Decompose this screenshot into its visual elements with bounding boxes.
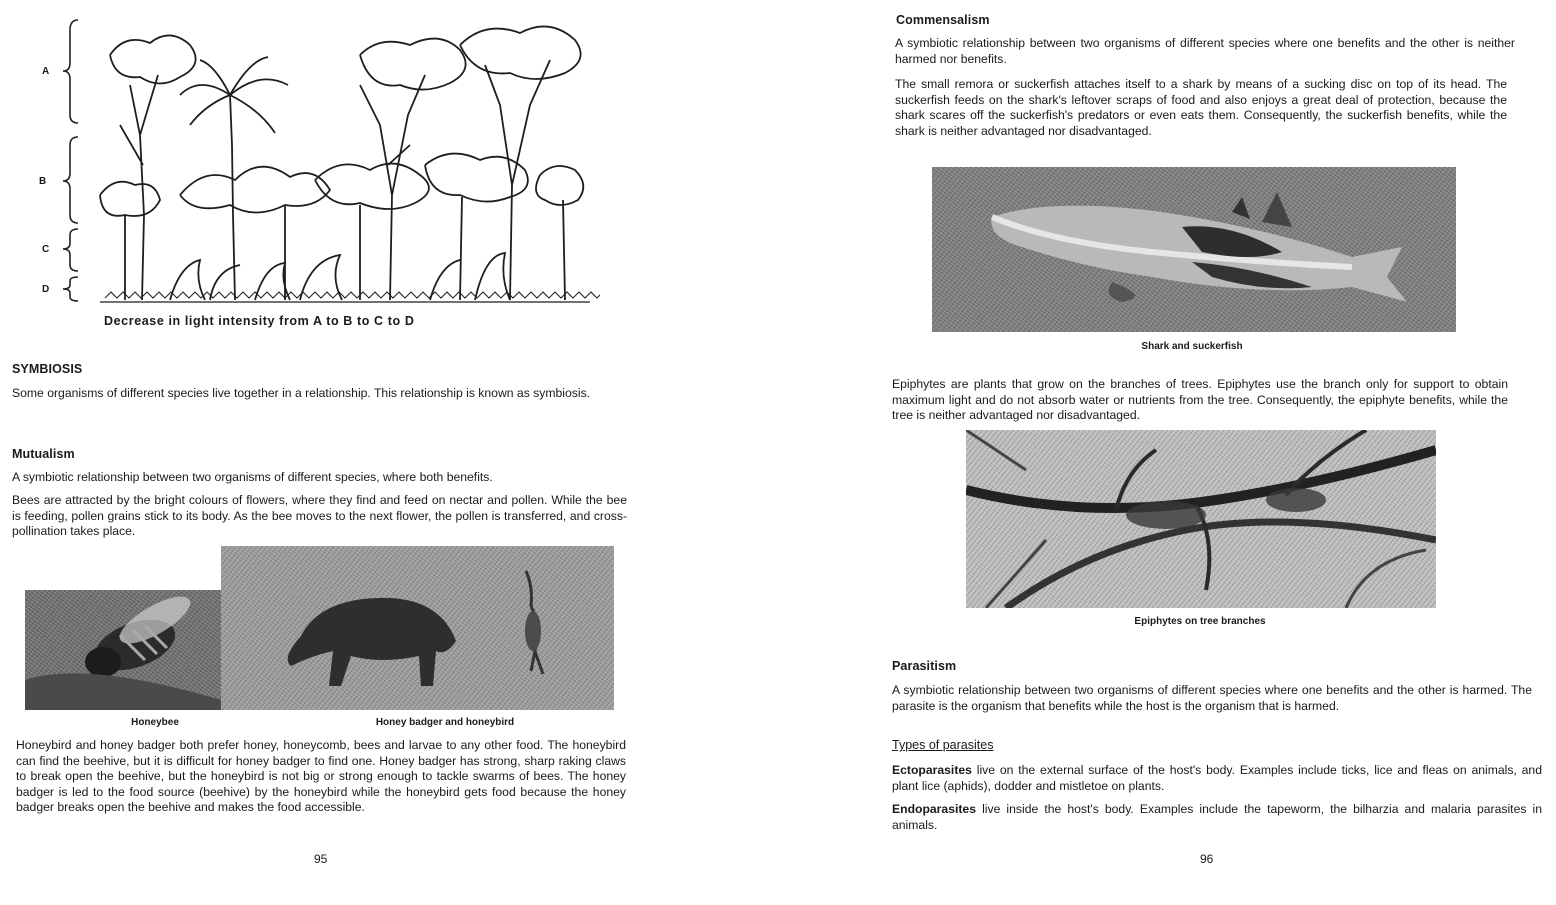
remora-text: The small remora or suckerfish attaches itself to a shark by means of a sucking disc on top of its head. The suckerfish feeds on the shark's leftover scraps of food and also enjoys a great deal of protection, because the shark scares off the suckerfish's predators or even eats them. Consequently, the suckerfish benefits, while the shark is neither advantaged nor disadvantaged. (895, 77, 1507, 138)
parasitism-heading: Parasitism (892, 659, 957, 673)
epiphytes-photo (966, 430, 1436, 608)
parasitism-definition: A symbiotic relationship between two organisms of different species where one benefits and the other is harmed. The parasite is the organism that benefits while the host is the organism that is harmed. (892, 683, 1532, 713)
shark-suckerfish-photo (932, 167, 1456, 332)
layer-label-b: B (39, 176, 47, 187)
symbiosis-text: Some organisms of different species live together in a relationship. This relationship is known as symbiosis. (12, 386, 591, 400)
ectoparasites-text (892, 763, 1542, 794)
endoparasites-description: live inside the host's body. Examples include the tapeworm, the bilharzia and malaria parasites in animals. (892, 802, 1542, 832)
ectoparasites-term: Ectoparasites (892, 763, 972, 777)
honeybird-text: Honeybird and honey badger both prefer honey, honeycomb, bees and larvae to any other food. The honeybird can find the beehive, but it is difficult for honey badger to find one. Honey badger has strong, sharp raking claws to break open the beehive, but the honeybird is not big or strong enough to tackle swarms of bees. The honey badger is led to the food source (beehive) by the honeybird while the honeybird gets food because the honey badger breaks open the beehive and makes the food accessible. (16, 738, 626, 814)
forest-layers-diagram (30, 15, 600, 310)
diagram-caption: Decrease in light intensity from A to B to C to D (104, 314, 415, 328)
honey-badger-caption: Honey badger and honeybird (375, 717, 515, 728)
honeybee-photo (25, 590, 221, 710)
ectoparasites-description: live on the external surface of the host's body. Examples include ticks, lice and fleas on animals, and plant lice (aphids), dodder and mistletoe on plants. (892, 763, 1542, 793)
epiphyte-text: Epiphytes are plants that grow on the branches of trees. Epiphytes use the branch only for support to obtain maximum light and do not absorb water or nutrients from the tree. Consequently, the epiphyte benefits, while the tree is neither advantaged nor disadvantaged. (892, 377, 1508, 422)
honey-badger-figure (221, 546, 614, 710)
page-number-right: 96 (1200, 852, 1214, 866)
right-page (760, 0, 1556, 905)
bees-text: Bees are attracted by the bright colours of flowers, where they find and feed on nectar and pollen. While the bee is feeding, pollen grains stick to its body. As the bee moves to the next flower, the pollen is transferred, and cross-pollination takes place. (12, 493, 627, 538)
forest-trees (100, 26, 600, 302)
page-number-left: 95 (314, 852, 328, 866)
honey-badger-photo (221, 546, 614, 710)
types-of-parasites-heading: Types of parasites (892, 738, 994, 752)
symbiosis-heading: SYMBIOSIS (12, 362, 83, 376)
layer-braces (63, 20, 78, 301)
endoparasites-text (892, 802, 1542, 833)
epiphyte-caption: Epiphytes on tree branches (1134, 616, 1266, 627)
shark-figure (932, 167, 1456, 332)
honeybee-caption: Honeybee (131, 717, 179, 728)
layer-label-d: D (42, 284, 50, 295)
mutualism-heading: Mutualism (12, 447, 75, 461)
left-page (0, 0, 760, 905)
commensalism-definition: A symbiotic relationship between two organisms of different species where one benefits and the other is neither harmed nor benefits. (895, 36, 1515, 66)
epiphyte-figure (966, 430, 1436, 608)
honeybee-figure (25, 590, 221, 710)
mutualism-definition: A symbiotic relationship between two organisms of different species, where both benefits. (12, 470, 493, 484)
layer-label-c: C (42, 244, 50, 255)
layer-label-a: A (42, 66, 50, 77)
commensalism-heading: Commensalism (896, 13, 990, 27)
shark-caption: Shark and suckerfish (1141, 341, 1243, 352)
endoparasites-term: Endoparasites (892, 802, 976, 816)
